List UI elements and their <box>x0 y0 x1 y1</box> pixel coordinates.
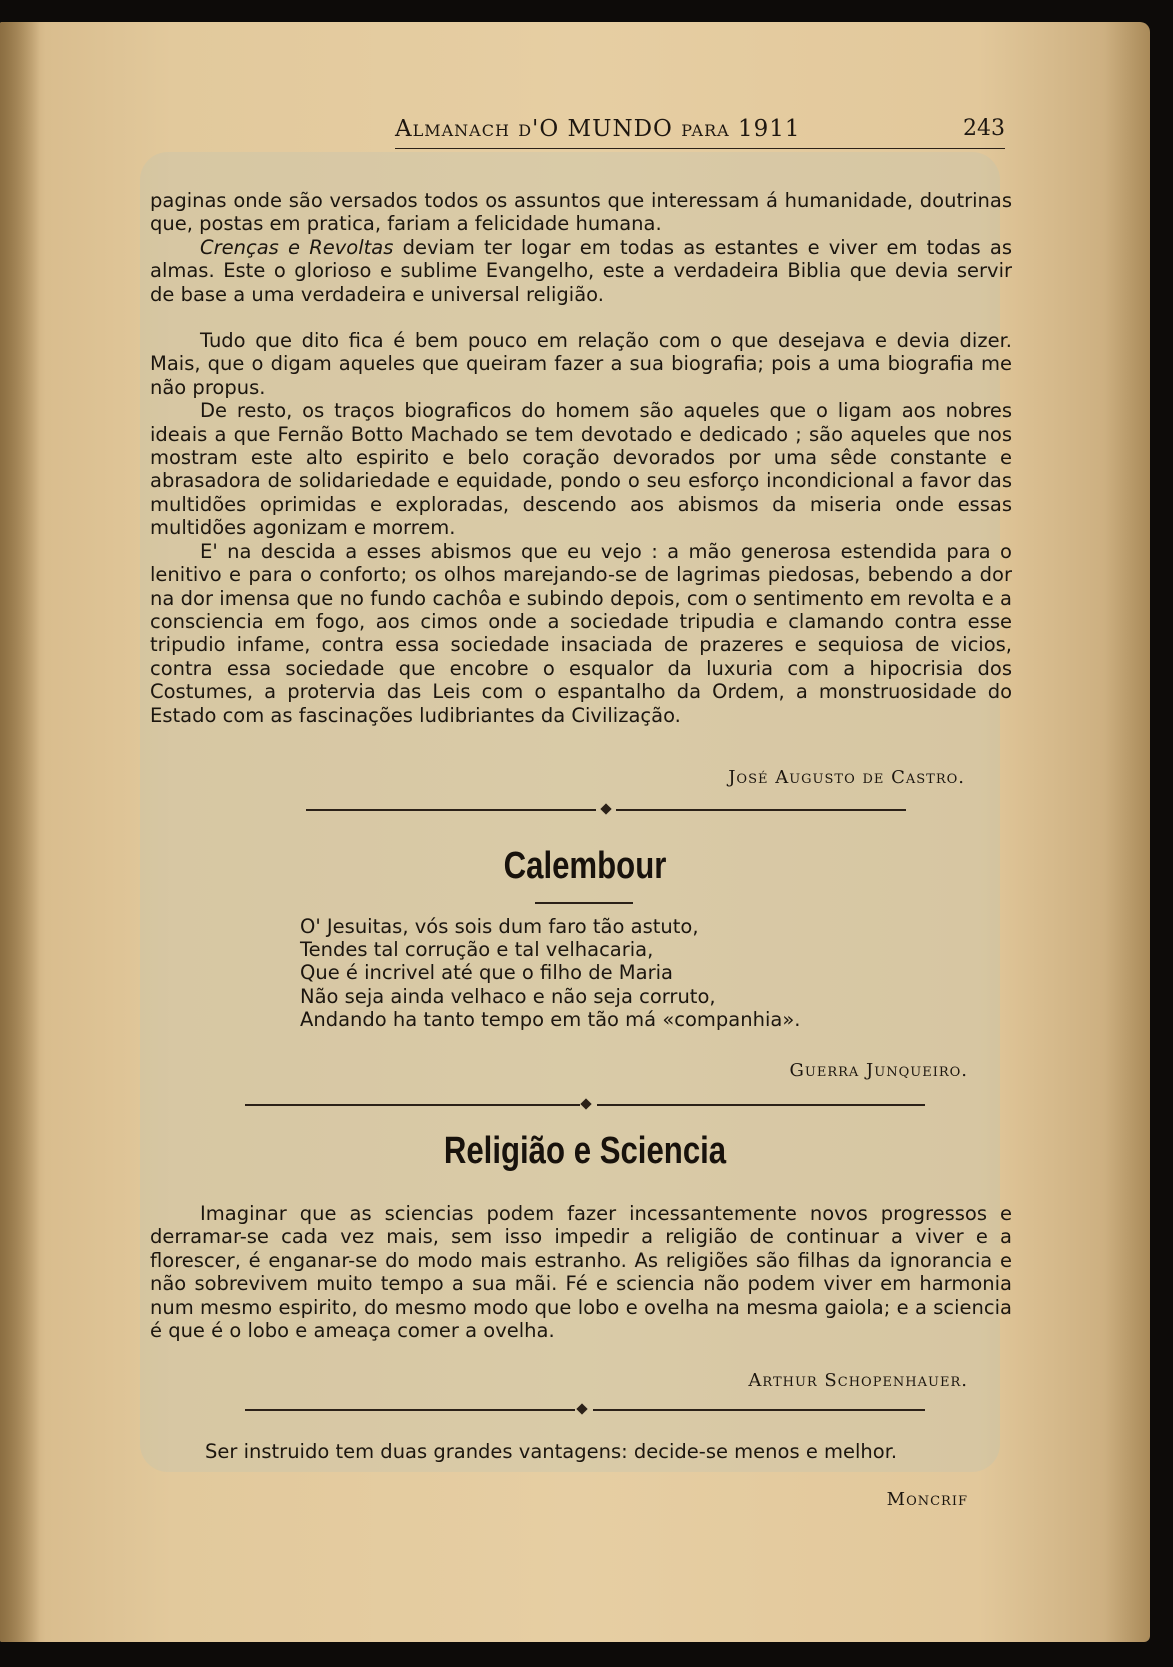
signature-guerra-junqueiro: Guerra Junqueiro. <box>789 1060 968 1081</box>
book-title: Crenças e Revoltas <box>200 235 394 259</box>
section-divider-1 <box>306 803 906 817</box>
paragraph-1: paginas onde são versados todos os assuntos que interessam á humanidade, doutrinas que, postas em pratica, fariam a felicidade humana. <box>150 189 1012 236</box>
signature-moncrif: Moncrif <box>886 1489 968 1510</box>
title-underline <box>535 902 633 904</box>
section-divider-2 <box>245 1098 925 1112</box>
poem-calembour <box>300 915 800 1031</box>
running-header <box>395 110 1005 149</box>
poem-line: O' Jesuitas, vós sois dum faro tão astuto, <box>300 915 699 938</box>
paragraph-5: E' na descida a esses abismos que eu vejo : a mão generosa estendida para o lenitivo e para o conforto; os olhos marejando-se de lagrimas piedosas, bebendo a dor na dor imensa que no fundo cachôa e subindo depois, com o sentimento em revolta e a consciencia em fogo, aos cimos onde a sociedade tripudia e clamando contra esse tripudio infame, contra essa sociedade insaciada de prazeres e sequiosa de vicios, contra essa sociedade que encobre o esqualor da luxuria com a hipocrisia dos Costumes, a protervia das Leis com o espantalho da Ordem, a monstruosidade do Estado com as fascinações ludibriantes da Civilização. <box>150 539 1012 727</box>
signature-jose-augusto: José Augusto de Castro. <box>728 767 965 788</box>
paragraph-2: Crenças e Revoltas deviam ter logar em todas as estantes e viver em todas as almas. Este o glorioso e sublime Evangelho, este a verdadeira Biblia que devia servir de base a uma verdadeira e universal religião. <box>150 235 1013 306</box>
poem-line: Que é incrivel até que o filho de Maria <box>300 961 673 985</box>
religiao-text <box>150 1202 1012 1342</box>
article-continuation <box>150 189 1012 727</box>
section-title-calembour: Calembour <box>503 845 667 887</box>
maxim-text: Ser instruido tem duas grandes vantagens: decide-se menos e melhor. <box>205 1440 898 1463</box>
book-page <box>0 22 1150 1642</box>
poem-line: Tendes tal corrução e tal velhacaria, <box>300 938 654 962</box>
religiao-paragraph: Imaginar que as sciencias podem fazer incessantemente novos progressos e derramar-se cada vez mais, sem isso impedir a religião de continuar a viver e a florescer, é enganar-se do modo mais estranho. As religiões são filhas da ignorancia e não sobrevivem muito tempo a sua mãi. Fé e sciencia não podem viver em harmonia num mesmo espirito, do mesmo modo que lobo e ovelha na mesma gaiola; e a sciencia é que é o lobo e ameaça comer a ovelha. <box>150 1202 1012 1343</box>
section-divider-3 <box>245 1403 925 1417</box>
section-title-religiao: Religião e Sciencia <box>443 1130 727 1172</box>
poem-line: Não seja ainda velhaco e não seja corruto, <box>300 984 716 1008</box>
page-number: 243 <box>963 116 1005 141</box>
poem-line: Andando ha tanto tempo em tão má «companhia». <box>300 1007 801 1031</box>
paragraph-3: Tudo que dito fica é bem pouco em relação com o que desejava e devia dizer. Mais, que o digam aqueles que queiram fazer a sua biografia; pois a uma biografia me não propus. <box>150 329 1012 399</box>
paragraph-4: De resto, os traços biograficos do homem são aqueles que o ligam aos nobres ideais a que Fernão Botto Machado se tem devotado e dedicado ; são aqueles que nos mostram este alto espirito e belo coração devorados por uma sêde constante e abrasadora de solidariedade e equidade, pondo o seu esforço incondicional a favor das multidões oprimidas e exploradas, descendo aos abismos da miseria onde essas multidões agonizam e morrem. <box>150 399 1012 540</box>
signature-schopenhauer: Arthur Schopenhauer. <box>748 1370 968 1391</box>
header-title: Almanach d'O MUNDO para 1911 <box>395 116 801 142</box>
